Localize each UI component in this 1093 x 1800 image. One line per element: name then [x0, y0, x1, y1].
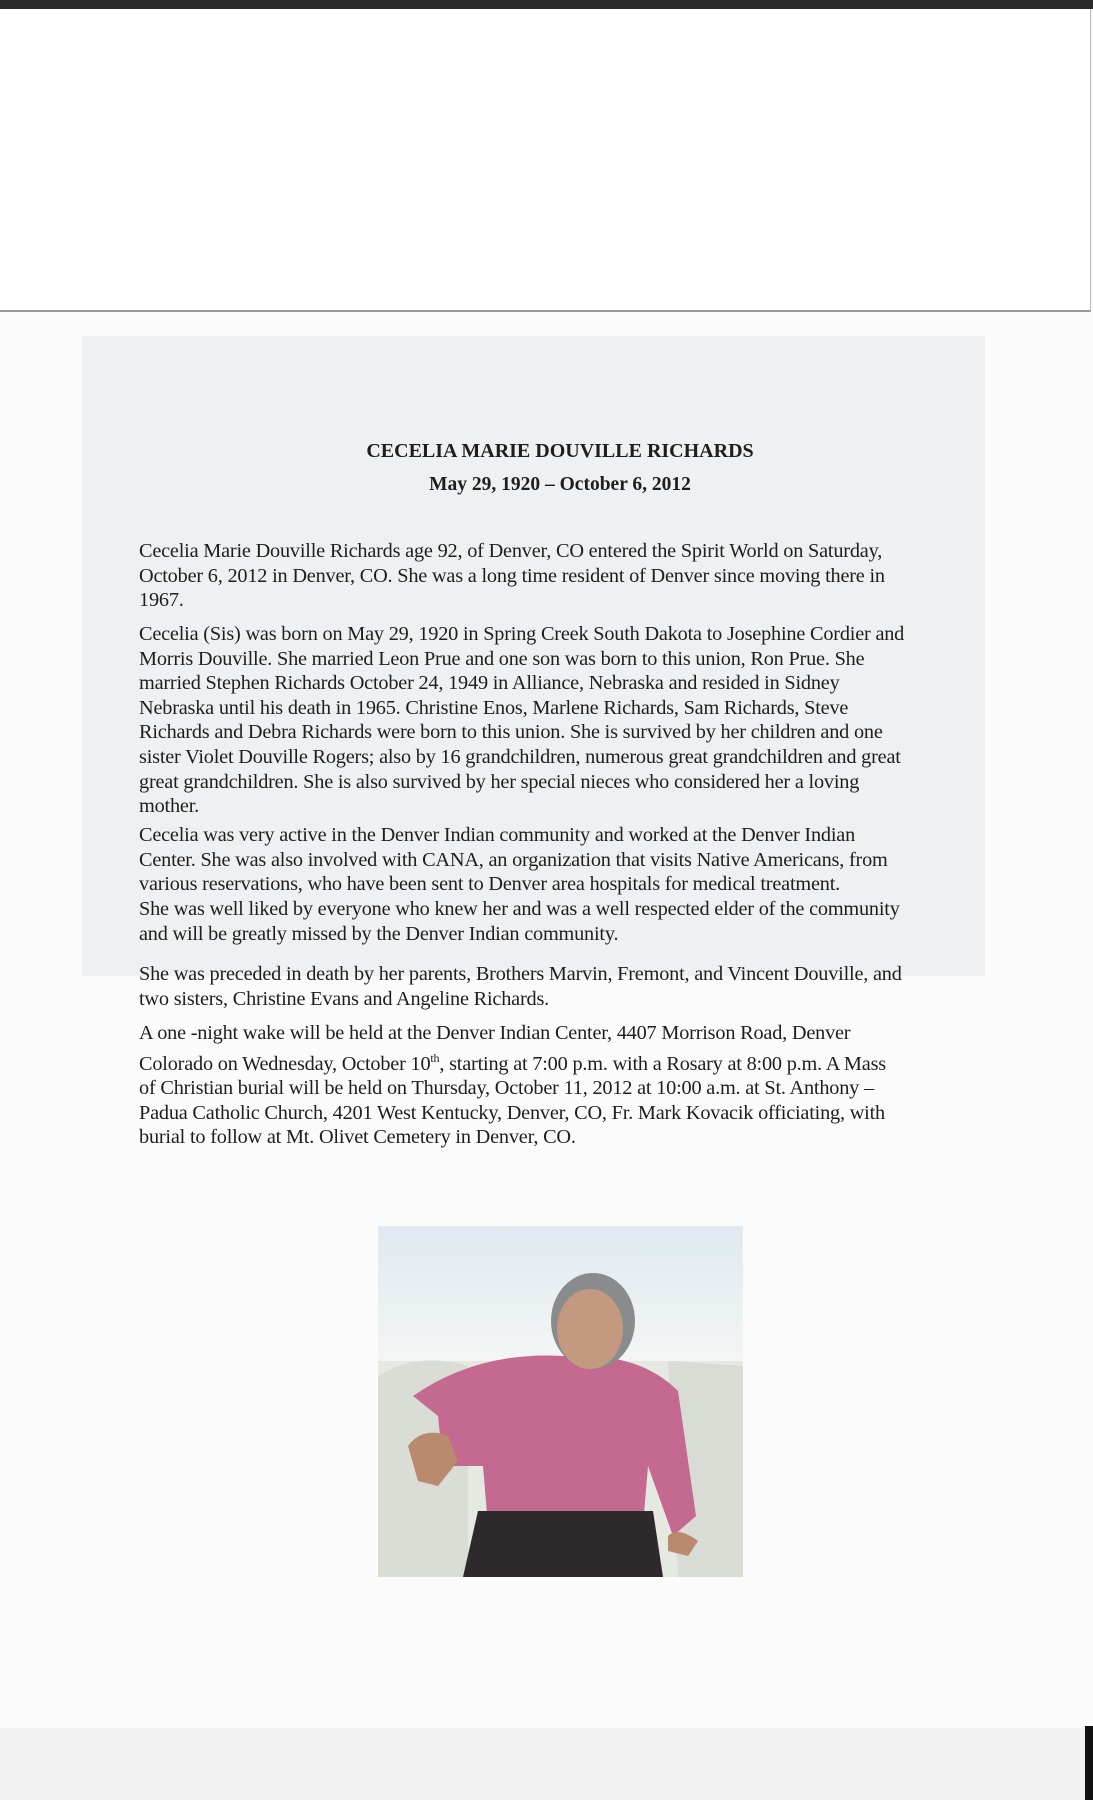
paragraph-line: A one -night wake will be held at the Denver Indian Center, 4407 Morrison Road, Denver: [139, 1022, 851, 1044]
scan-corner-shadow: [1085, 1726, 1093, 1800]
paragraph-line: two sisters, Christine Evans and Angeline Richards.: [139, 987, 550, 1010]
obituary-dates: May 29, 1920 – October 6, 2012: [429, 474, 691, 495]
paragraph-line: and will be greatly missed by the Denver Indian community.: [139, 922, 619, 945]
portrait-illustration: [378, 1226, 743, 1577]
scan-bottom-edge: [0, 1728, 1093, 1800]
paragraph-line: October 6, 2012 in Denver, CO. She was a long time resident of Denver since moving there in: [139, 564, 885, 587]
paragraph-line: Morris Douville. She married Leon Prue and one son was born to this union, Ron Prue. She: [139, 647, 865, 670]
paragraph-line: Cecelia (Sis) was born on May 29, 1920 in Spring Creek South Dakota to Josephine Cordier and: [139, 623, 905, 645]
paragraph-line: burial to follow at Mt. Olivet Cemetery in Denver, CO.: [139, 1126, 576, 1149]
paragraph-line: Center. She was also involved with CANA, an organization that visits Native Americans, from: [139, 848, 888, 871]
paragraph-line: Richards and Debra Richards were born to this union. She is survived by her children and one: [139, 721, 883, 744]
paragraph: [139, 962, 902, 1011]
paragraph-line: Colorado on Wednesday, October 10th, starting at 7:00 p.m. with a Rosary at 8:00 p.m. A Mass: [139, 1050, 886, 1075]
blank-top-sheet: [0, 9, 1091, 312]
paragraph-line: sister Violet Douville Rogers; also by 16 grandchildren, numerous great grandchildren and great: [139, 745, 901, 768]
scan-top-edge: [0, 0, 1093, 9]
obituary-name: CECELIA MARIE DOUVILLE RICHARDS: [366, 440, 754, 462]
paragraph-line: mother.: [139, 795, 199, 818]
paragraph: [139, 823, 888, 897]
paragraph: [139, 1021, 886, 1150]
paragraph: [139, 897, 900, 946]
paragraph: [139, 539, 885, 613]
paragraph-line: Cecelia Marie Douville Richards age 92, of Denver, CO entered the Spirit World on Saturday,: [139, 540, 883, 562]
portrait-photo: [378, 1226, 743, 1577]
paragraph-line: of Christian burial will be held on Thursday, October 11, 2012 at 10:00 a.m. at St. Anthony –: [139, 1076, 874, 1099]
paragraph-line: Padua Catholic Church, 4201 West Kentucky, Denver, CO, Fr. Mark Kovacik officiating, with: [139, 1101, 885, 1124]
paragraph-line: Nebraska until his death in 1965. Christine Enos, Marlene Richards, Sam Richards, Steve: [139, 696, 849, 719]
paragraph-line: married Stephen Richards October 24, 1949 in Alliance, Nebraska and resided in Sidney: [139, 672, 840, 695]
paragraph-line: Cecelia was very active in the Denver Indian community and worked at the Denver Indian: [139, 824, 856, 846]
paragraph-line: various reservations, who have been sent to Denver area hospitals for medical treatment.: [139, 873, 840, 896]
paragraph-line: 1967.: [139, 589, 184, 612]
paragraph-line: She was preceded in death by her parents, Brothers Marvin, Fremont, and Vincent Douville, and: [139, 963, 902, 985]
paragraph: [139, 622, 904, 819]
paragraph-line: She was well liked by everyone who knew her and was a well respected elder of the community: [139, 898, 900, 920]
paragraph-line: great grandchildren. She is also survived by her special nieces who considered her a loving: [139, 770, 860, 793]
